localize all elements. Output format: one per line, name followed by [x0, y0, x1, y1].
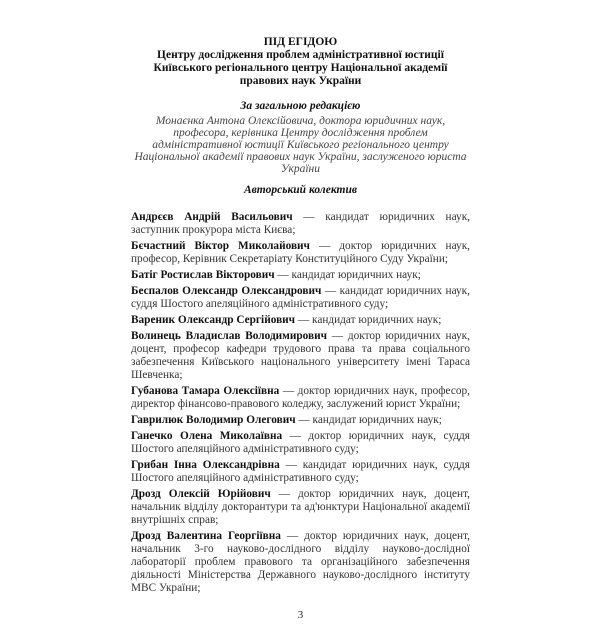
author-description: — кандидат юридичних наук, заступник прокурора міста Києва;: [131, 211, 471, 236]
author-description: — доктор юридичних наук, доцент, начальник відділу докторантури та ад'юнктури Національної академії внутрішніх справ;: [131, 488, 470, 526]
author-entry: [131, 414, 470, 427]
authors-heading: Авторський колектив: [244, 184, 357, 196]
author-entry: [131, 240, 470, 266]
author-name: Гаврилюк Володимир Олегович: [131, 414, 296, 426]
author-description: — доктор юридичних наук, професор, директор фінансово-правового коледжу, заслужений юрист України;: [131, 385, 470, 410]
author-description: — кандидат юридичних наук;: [295, 314, 442, 326]
author-name: Андрєєв Андрій Васильович: [131, 211, 293, 223]
author-description: — кандидат юридичних наук;: [274, 269, 421, 281]
editor-description: Монаєнка Антона Олексійовича, доктора юридичних наук, професора, керівника Центру дослідження проблем адміністративної юстиції Київського регіонального центру Національної академії правових наук України, заслуженого юриста України: [134, 115, 467, 175]
auspices-heading: ПІД ЕГІДОЮ: [263, 36, 338, 48]
author-name: Батіг Ростислав Вікторович: [131, 269, 275, 281]
author-entry: [131, 269, 470, 282]
author-entry: [131, 459, 470, 485]
author-description: — доктор юридичних наук, суддя Шостого апеляційного адміністративного суду;: [131, 430, 470, 455]
author-description: — кандидат юридичних наук;: [295, 414, 442, 426]
document-page: [131, 0, 470, 630]
author-entry: [131, 530, 470, 595]
author-description: — доктор юридичних наук, доцент, начальник 3-го науково-дослідного відділу науково-дослідної лабораторії проблем правового та організаційного забезпечення діяльності Міністерства Державного науково-дослідного інституту МВС України;: [131, 530, 471, 594]
author-entry: [131, 488, 470, 527]
author-entry: [131, 211, 470, 237]
author-description: — кандидат юридичних наук, суддя Шостого апеляційного адміністративного суду;: [131, 285, 470, 310]
page-number: 3: [297, 609, 304, 621]
auspices-organization: Центру дослідження проблем адміністративної юстиції Київського регіонального центру Національної академії правових наук України: [153, 49, 448, 87]
author-name: Волинець Владислав Володимирович: [131, 330, 328, 342]
author-description: — доктор юридичних наук, професор, Керівник Секретаріату Конституційного Суду України;: [131, 240, 471, 265]
author-name: Дрозд Валентина Георгіївна: [131, 530, 281, 542]
author-description: — доктор юридичних наук, доцент, професор кафедри трудового права та права соціального забезпечення Київського національного університету імені Тараса Шевченка;: [131, 330, 470, 381]
author-name: Губанова Тамара Олексіївна: [131, 385, 280, 397]
author-name: Беспалов Олександр Олександрович: [131, 285, 322, 297]
author-name: Ганечко Олена Миколаївна: [131, 430, 283, 442]
author-name: Вареник Олександр Сергійович: [131, 314, 296, 326]
authors-list: [131, 211, 470, 595]
author-name: Дрозд Олексій Юрійович: [131, 488, 271, 500]
author-entry: [131, 285, 470, 311]
author-entry: [131, 330, 470, 382]
author-entry: [131, 314, 470, 327]
author-entry: [131, 385, 470, 411]
author-name: Грибан Інна Олександрівна: [131, 459, 280, 471]
author-description: — кандидат юридичних наук, суддя Шостого апеляційного адміністративного суду;: [131, 459, 470, 484]
editor-heading: За загальною редакцією: [240, 100, 361, 112]
author-name: Бєчастний Віктор Миколайович: [131, 240, 310, 252]
author-entry: [131, 430, 470, 456]
